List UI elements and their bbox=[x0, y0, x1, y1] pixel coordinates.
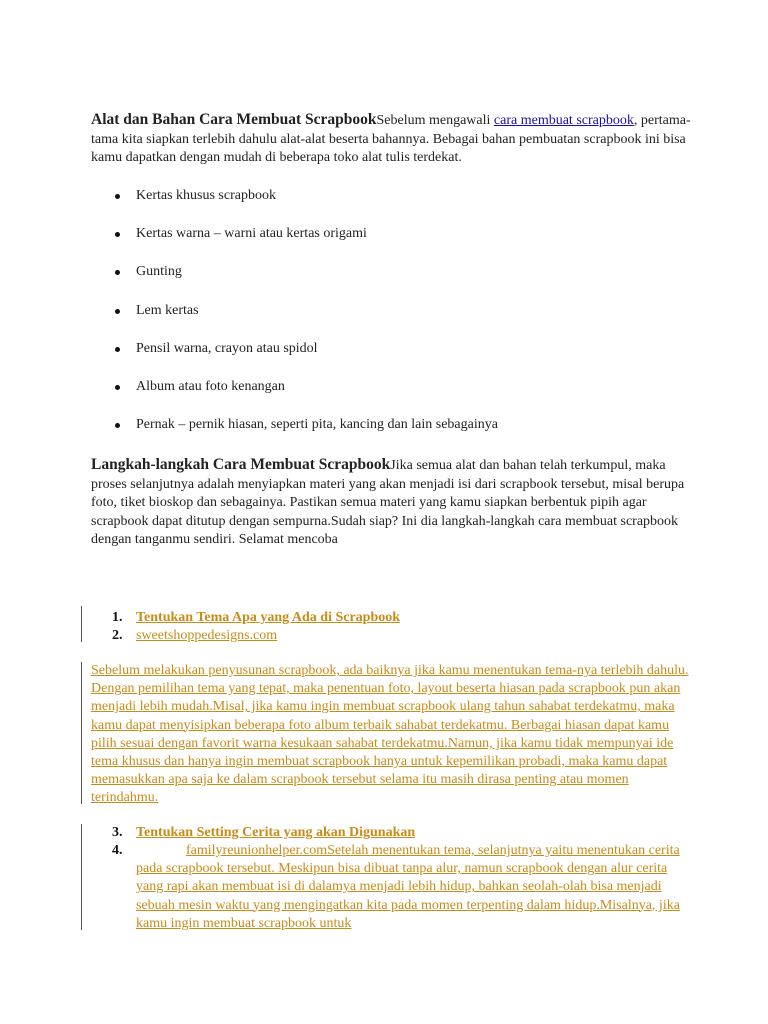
bullet-icon bbox=[115, 194, 120, 199]
steps-list-1 bbox=[91, 609, 691, 645]
bullet-icon bbox=[115, 385, 120, 390]
bullet-icon bbox=[115, 347, 120, 352]
list-item: 3. Tentukan Setting Cerita yang akan Digunakan bbox=[112, 825, 416, 840]
bullet-icon bbox=[115, 232, 120, 237]
intro-paragraph bbox=[91, 111, 691, 168]
step-4-body-link[interactable]: familyreunionhelper.comSetelah menentukan tema, selanjutnya yaitu menentukan cerita pada scrapbook tersebut. Meskipun bisa dibuat tanpa alur, namun scrapbook dengan alur cerita yang rapi akan membuat isi di dalamya menjadi lebih hidup, bahkan seolah-olah bisa menjadi sebuah mesin waktu yang mengingatkan kita pada momen terpenting dalam hidup.Misalnya, jika kamu ingin membuat scrapbook untuk bbox=[136, 843, 680, 931]
step-2-source-link[interactable]: sweetshoppedesigns.com bbox=[136, 628, 278, 643]
list-item: 2. sweetshoppedesigns.com bbox=[112, 628, 278, 643]
section-heading-tools: Alat dan Bahan Cara Membuat Scrapbook bbox=[91, 111, 377, 128]
intro-text-before: Sebelum mengawali bbox=[376, 113, 494, 128]
change-bar bbox=[81, 662, 82, 804]
list-item: Gunting bbox=[91, 262, 691, 300]
step-3-title-link[interactable]: Tentukan Setting Cerita yang akan Digunakan bbox=[136, 825, 416, 840]
bullet-icon bbox=[115, 423, 120, 428]
bullet-icon bbox=[115, 309, 120, 314]
list-item: 1. Tentukan Tema Apa yang Ada di Scrapbook bbox=[112, 610, 401, 625]
list-item: Pensil warna, crayon atau spidol bbox=[91, 339, 691, 377]
steps-intro-text: Jika semua alat dan bahan telah terkumpul, maka proses selanjutnya adalah menyiapkan materi yang akan menjadi isi dari scrapbook tersebut, misal berupa foto, tiket bioskop dan sebagainya. Pastikan semua materi yang kamu siapkan berbentuk pipih agar scrapbook dapat ditutup dengan sempurna.Sudah siap? Ini dia langkah-langkah cara membuat scrapbook dengan tanganmu sendiri. Selamat mencoba bbox=[91, 458, 685, 547]
list-item: Lem kertas bbox=[91, 301, 691, 339]
steps-intro-paragraph bbox=[91, 456, 691, 550]
change-bar bbox=[81, 606, 82, 642]
bullet-icon bbox=[115, 270, 120, 275]
list-item: Pernak – pernik hiasan, seperti pita, kancing dan lain sebagainya bbox=[91, 415, 691, 453]
step-1-body[interactable]: Sebelum melakukan penyusunan scrapbook, ada baiknya jika kamu menentukan tema-nya terlebih dahulu. Dengan pemilihan tema yang tepat, maka penentuan foto, layout beserta hiasan pada scrapbook pun akan menjadi lebih mudah.Misal, jika kamu ingin membuat scrapbook ulang tahun sahabat terdekatmu, maka kamu dapat menyisipkan beberapa foto album terbaik sahabat terdekatmu. Berbagai hiasan dapat kamu pilih sesuai dengan favorit warna kesukaan sahabat terdekatmu.Namun, jika kamu tidak mempunyai ide tema khusus dan hanya ingin membuat scrapbook hanya untuk kepemilikan probadi, maka kamu dapat memasukkan apa saja ke dalam scrapbook tersebut selama itu masih dirasa penting atau momen terindahmu. bbox=[91, 663, 689, 806]
steps-list-2 bbox=[91, 824, 691, 933]
intro-text-after: , pertama-tama kita siapkan terlebih dahulu alat-alat beserta bahannya. Bebagai bahan pembuatan scrapbook ini bisa kamu dapatkan dengan mudah di beberapa toko alat tulis terdekat. bbox=[91, 113, 691, 165]
cara-membuat-scrapbook-link[interactable]: cara membuat scrapbook bbox=[493, 113, 634, 128]
change-bar bbox=[81, 824, 82, 930]
list-item: Kertas khusus scrapbook bbox=[91, 186, 691, 224]
list-item: Kertas warna – warni atau kertas origami bbox=[91, 224, 691, 262]
section-heading-steps: Langkah-langkah Cara Membuat Scrapbook bbox=[91, 456, 391, 473]
materials-list bbox=[91, 186, 691, 453]
list-item: Album atau foto kenangan bbox=[91, 377, 691, 415]
step-1-title-link[interactable]: Tentukan Tema Apa yang Ada di Scrapbook bbox=[136, 610, 401, 625]
list-item: 4. familyreunionhelper.comSetelah menentukan tema, selanjutnya yaitu menentukan cerita pada scrapbook tersebut. Meskipun bisa dibuat tanpa alur, namun scrapbook dengan alur cerita yang rapi akan membuat isi di dalamya menjadi lebih hidup, bahkan seolah-olah bisa menjadi sebuah mesin waktu yang mengingatkan kita pada momen terpenting dalam hidup.Misalnya, jika kamu ingin membuat scrapbook untuk bbox=[91, 842, 691, 933]
